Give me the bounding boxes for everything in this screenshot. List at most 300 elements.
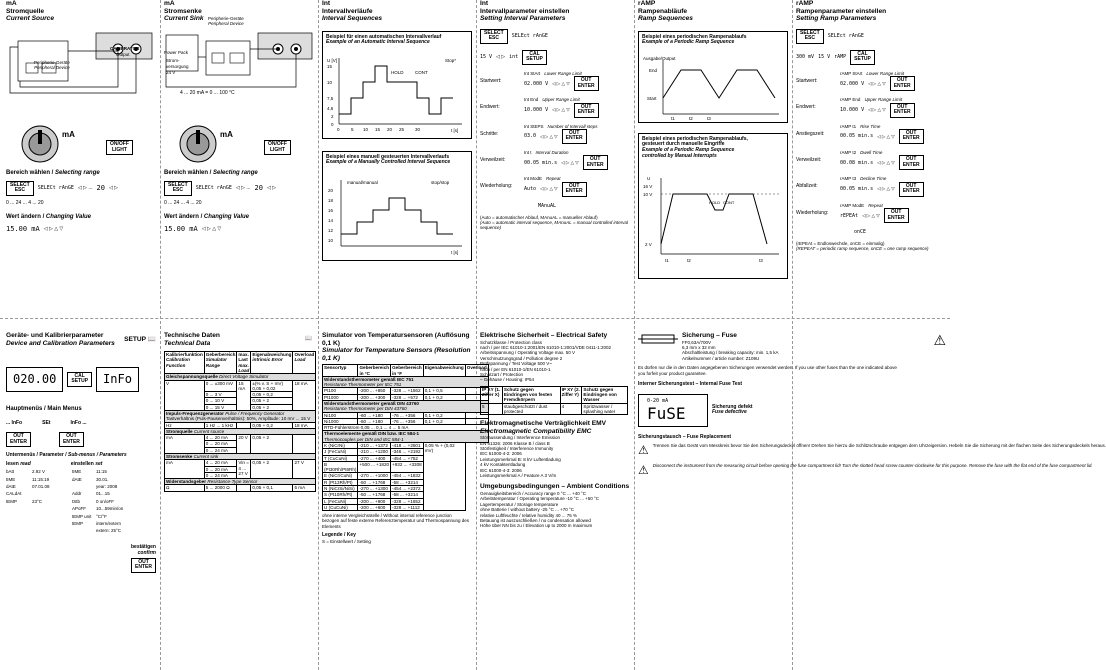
- group-pulse: Impuls-Frequenzgenerator Pulse / Frequency Generator Tastverhältnis (Puls-Pausenverhältnis): 50%, Amplitude: 10 mV ... 15 V: [165, 410, 316, 422]
- ramp-cont-label: CONT: [723, 199, 735, 205]
- manual-interval-title-de: Beispiel eines manuell gesteuerten Intervallverlaufs: [326, 153, 450, 160]
- v300-display: 300 mV: [796, 54, 815, 61]
- power-pack-label: Power Pack: [164, 50, 189, 55]
- v15-display: 15 V: [480, 54, 493, 61]
- ramp-hold-label: HOLD: [709, 199, 721, 205]
- text-line: Abschaltleistung / breaking capacity: min. 1,5 kA: [682, 350, 779, 356]
- col-error: Eigenabweichung intrinsic Error: [251, 352, 293, 374]
- heading-device-params-en: Device and Calibration Parameters: [6, 339, 115, 347]
- device-param-v2: °C/°F: [96, 513, 107, 519]
- device-param-v: 23°C: [32, 498, 43, 504]
- param-label: Startwert:: [796, 77, 818, 84]
- t2-label: t2: [689, 115, 693, 121]
- enter-label: ENTER: [577, 82, 595, 89]
- interval-note-de: (Auto = automatischer Ablauf, MAnuAL = manueller Ablauf): [480, 214, 598, 220]
- ramp-t2-label: t2: [687, 257, 691, 263]
- param-desc: Decline Time: [860, 176, 887, 182]
- group-voltage: Gleichspannungsquelle Direct Voltage Simulator: [165, 374, 316, 380]
- text-line: EN 61326: 2006 Klasse B / class B: [480, 440, 550, 446]
- x-axis-label: t [s]: [451, 127, 459, 133]
- text-line: Genauigkeitsbereich / Accuracy range 0 °C ... +40 °C: [480, 490, 587, 496]
- heading-int: Int: [322, 0, 331, 7]
- arrow-keys-icon[interactable]: ◁ ▷ △ ▽: [868, 80, 886, 86]
- text-line: Lagertemperatur / Storage temperature: [480, 501, 559, 507]
- device-param-k: tEMP: [6, 498, 18, 504]
- param-value-row: [524, 76, 630, 91]
- param-lcd: 10.000 V: [840, 107, 865, 114]
- device-param-k: dAtE: [6, 483, 16, 489]
- param-code: rAMP t1: [840, 123, 857, 129]
- param-row: [796, 124, 946, 144]
- lcd-display-info: InFo: [96, 367, 139, 391]
- device-param-v2: 01...15: [96, 491, 110, 497]
- arrow-keys-icon[interactable]: ◁ ▷ △ ▽: [877, 133, 895, 139]
- enter-label: ENTER: [577, 109, 595, 116]
- arrow-keys-icon[interactable]: ◁ ▷ △ ▽: [877, 160, 895, 166]
- heading-intervallverlaeufe: Intervallverläufe: [322, 7, 373, 15]
- col-function: Kalibrierfunktion Calibration Function: [165, 352, 205, 374]
- out-enter-button[interactable]: [574, 76, 599, 91]
- heading-interval-sequences: Interval Sequences: [322, 15, 383, 23]
- strom-label-2: versorgung: [166, 64, 189, 69]
- text-line: Höhe über NN bis zu / Elevation up to 2000 m maximum: [480, 523, 593, 529]
- table-cell: 0,1 + 0,2: [423, 394, 465, 400]
- group-resistance: Widerstandsgeber Resistance-Type Sensor: [165, 479, 316, 485]
- top-col-ramp-sequences: [638, 0, 788, 318]
- table-cell: -60 ... +180: [358, 418, 391, 424]
- text-line: Artikelnummer / article number: Z109U: [682, 355, 760, 361]
- param-value-row: [524, 129, 630, 144]
- ramp-manual-title-3: Example of a Periodic Ramp Sequence: [642, 147, 735, 154]
- table-cell: -200 ... +300: [358, 394, 391, 400]
- select-esc-button-ramp[interactable]: SELECT ESC: [796, 29, 824, 44]
- text-line: ohne Batterie / without battery -25 °C ... +70 °C: [480, 507, 575, 513]
- heading-fuse: Sicherung – Fuse: [682, 332, 737, 339]
- out-label: OUT: [905, 156, 917, 163]
- auto-interval-title-en: Example of an Automatic Interval Sequence: [326, 39, 430, 46]
- arrow-keys-icon[interactable]: ◁ ▷ △ ▽: [540, 186, 558, 192]
- heading-emv-en: Electromagnetic Compatibility EMC: [480, 427, 592, 435]
- param-desc: Interval Duration: [535, 149, 569, 155]
- out-label: OUT: [589, 156, 601, 163]
- heading-interval-params-en: Setting Interval Parameters: [480, 15, 566, 23]
- text-line: Arbeitstemperatur / Operating temperature -10 °C ... +50 °C: [480, 496, 600, 502]
- param-row: [796, 71, 946, 91]
- ramp-note-de: (rEPEAt = Endloswechsle, onCE = einmalig): [796, 241, 885, 247]
- out-label: OUT: [896, 77, 908, 84]
- emv-lines: [480, 435, 630, 478]
- confirm-label: bestätigen confirm: [130, 543, 156, 556]
- text-line: relative Luftfeuchte / relative humidity 40 ... 75 %: [480, 512, 578, 518]
- device-param-row: [6, 528, 156, 533]
- cal-setup-button[interactable]: CAL SETUP: [522, 50, 547, 65]
- device-param-row: [6, 491, 156, 496]
- device-param-row: [6, 506, 156, 511]
- param-value-row: [524, 182, 630, 197]
- out-enter-button[interactable]: [899, 182, 924, 197]
- heading-tech-data-en: Technical Data: [164, 339, 211, 347]
- param-code: rAMP StArt: [840, 70, 863, 76]
- out-enter-button-confirm[interactable]: OUT ENTER: [131, 558, 156, 573]
- text-line: Prüfspannung / Test Voltage 500 V~: [480, 361, 552, 367]
- arrow-keys-icon[interactable]: ◁ ▷ △ ▽: [868, 107, 886, 113]
- range-value: 20: [96, 184, 105, 193]
- u-label: U: [647, 175, 651, 181]
- table-cell: -50 ... +1768: [358, 492, 391, 498]
- x-tick-2: 10: [363, 126, 369, 132]
- text-line: 4 kV Kontaktentladung: [480, 462, 526, 468]
- change-value-de-sink: Wert ändern /: [164, 213, 203, 220]
- arrow-keys-icon[interactable]: ◁ ▷ △ ▽: [552, 107, 570, 113]
- param-lcd: Auto: [524, 186, 537, 193]
- group-current-sink: Stromsenke Current sink: [165, 453, 316, 459]
- device-param-k2: tIME: [72, 469, 82, 475]
- param-code: rAMP t3: [840, 176, 857, 182]
- arrow-keys-icon-sink[interactable]: ◁ ▷ △ ▽: [201, 225, 222, 232]
- table-cell: -270 ... +1300: [358, 485, 391, 491]
- table-cell: Ni1000: [323, 418, 358, 424]
- enter-label: ENTER: [893, 82, 911, 89]
- ramp-manual-box: [638, 133, 788, 279]
- select-range-en-sink: Selecting range: [213, 170, 258, 176]
- param-code: Int StEPS: [524, 123, 544, 129]
- rotary-ma-label: mA: [62, 130, 75, 139]
- t1-label: t1: [671, 115, 675, 121]
- text-line: FF0,63A/700V: [682, 339, 712, 345]
- table-cell: E (NiCr/CuNi): [323, 473, 358, 479]
- enter-label: ENTER: [902, 188, 920, 195]
- arrow-keys-icon[interactable]: ◁ ▷ △ ▽: [877, 186, 895, 192]
- device-param-list: [6, 469, 156, 534]
- arrow-keys-icon[interactable]: ◁ ▷ △ ▽: [43, 225, 64, 232]
- device-param-row: [6, 469, 156, 474]
- interval-param-list: [480, 71, 630, 197]
- menu-info-left[interactable]: ... InFo: [6, 420, 23, 427]
- value-display-sink: 15.00 mA: [164, 224, 198, 233]
- end-label: End: [649, 67, 658, 73]
- calibrator-label: CALIBRATOR: [110, 46, 140, 51]
- table-cell: -328 ... +1112: [391, 504, 424, 510]
- current-source-diagram: [6, 27, 156, 102]
- book-icon-tech: 📖: [304, 335, 312, 342]
- param-value-row: [840, 76, 946, 91]
- y-tick-2: 7,5: [327, 95, 334, 101]
- peripheral-label-sink: Peripherie-Geräte Peripheral Device: [208, 16, 244, 27]
- interval-note-en: (Auto = automatic interval sequence, MAnuAL = manual controlled interval sequence): [480, 220, 629, 231]
- text-line: Verschmutzungsgrad / Pollution degree 2: [480, 355, 563, 361]
- m-tick-4: 12: [328, 227, 334, 233]
- out-enter-button[interactable]: [562, 182, 587, 197]
- device-param-k: bAtt: [6, 469, 15, 475]
- fuse-defect-en: Fuse defective: [712, 409, 747, 416]
- heading-ma: mA: [6, 0, 17, 7]
- ramp-box: [638, 31, 788, 123]
- param-row: [480, 124, 630, 144]
- out-enter-button[interactable]: [899, 155, 924, 170]
- ramp-title-en: Example of a Periodic Ramp Sequence: [642, 39, 735, 46]
- rotary-switch[interactable]: [20, 124, 60, 164]
- table-cell: -346 ... +2192: [391, 449, 424, 455]
- submenus-en: Sub-menus / Parameters: [67, 452, 127, 459]
- param-code: rAMP End: [840, 97, 861, 103]
- param-value-row: [840, 129, 946, 144]
- enter-label: ENTER: [902, 135, 920, 142]
- m-tick-1: 18: [328, 197, 334, 203]
- m-x-axis-label: t [s]: [451, 249, 459, 255]
- ramp-title-de: Beispiel eines periodischen Rampenablaufs: [642, 33, 747, 40]
- heading-stromquelle: Stromquelle: [6, 7, 45, 15]
- fuse-defect-de: Sicherung defekt: [712, 403, 753, 410]
- out-enter-button[interactable]: [899, 129, 924, 144]
- device-param-k: [6, 521, 32, 526]
- m-tick-3: 14: [328, 217, 334, 223]
- device-param-k2: tEMP: [72, 520, 84, 526]
- lcd-display-main: 020.00: [6, 367, 63, 391]
- heading-fuse-replace: Sicherungstausch – Fuse Replacement: [638, 433, 732, 440]
- out-enter-button-2[interactable]: OUT ENTER: [59, 432, 84, 447]
- param-values: [840, 71, 946, 91]
- manual-label: manual/manual: [347, 179, 378, 185]
- out-label: OUT: [890, 209, 902, 216]
- device-param-v: 11:15:19: [32, 476, 50, 482]
- table-cell: -454 ... +1832: [391, 473, 424, 479]
- ramp-t3-label: t3: [759, 257, 763, 263]
- param-desc: Dwell Time: [860, 149, 883, 155]
- v16-label: 16 V: [643, 183, 653, 189]
- bottom-col-temp-sensors: [322, 332, 487, 666]
- auto-interval-chart: [327, 54, 467, 134]
- table-cell: T (CuCuNi): [323, 455, 358, 461]
- table-cell: -328 ... +1652: [391, 498, 424, 504]
- menu-info-right[interactable]: InFo ...: [70, 420, 87, 427]
- table-cell: 0,05 % + (0,02 mV): [423, 442, 465, 510]
- param-label: Endwert:: [796, 104, 816, 111]
- table-cell: +500 ... +1820: [358, 461, 391, 473]
- param-lcd: 00.05 min.s: [840, 186, 874, 193]
- heading-ramp-sequences: Ramp Sequences: [638, 15, 693, 23]
- device-param-row: [6, 521, 156, 526]
- m-tick-5: 10: [328, 237, 334, 243]
- onoff-light-button-sink[interactable]: ON/OFF LIGHT: [264, 140, 291, 155]
- env-lines: [480, 491, 630, 529]
- m-tick-0: 20: [328, 187, 334, 193]
- param-value-row: [524, 103, 630, 118]
- ramp-t1-label: t1: [665, 257, 669, 263]
- heading-stromsenke: Stromsenke: [164, 7, 202, 15]
- out-label: OUT: [568, 182, 580, 189]
- text-line: Arbeitsspannung / Operating Voltage max. 50 V: [480, 350, 576, 356]
- temp-sensor-table: Sensortyp Geberbereich in °C Geberbereich in °F Eigenabweichung Overload Widerstandsthermometer gemäß IEC 751 Resistance Thermometer per IEC 751 Pt100 -200 ... +850 -328 ... +1562 0,1 + 0,5 Pt1000 -200 ... +300 -328 ... +572 0,1 + 0,2 Widerstandsthermometer gemäß DIN 43760 Resistance Thermometer per DIN 43760 Ni100 -60 ... +180 -76 ... +356 0,1 + 0,2 Ni1000 -60 ... +180 -76 ... +356 0,1 + 0,2 RTD-Fühlerstrom 0,05 ... 0,1 ... 4 ... 5 mA Thermoelemente gemäß DIN bzw. IEC 584-1 Thermocouples per DIN and IEC 584-1 K (NiCrNi) -210 ... +1372 -418 ... +2501 0,05 % + (0,02 mV) J (FeCuNi) -210 ... +1200 -346 ... +2192 T (CuCuNi) -270 ... +400 -454 ... +752 B (Pt30Rh/Pt6Rh) +500 ... +1820 +932 ... +3308 E (NiCr/CuNi) -270 ... +1000 -454 ... +1832 R (Pt13Rh/Pt) -50 ... +1768 -58 ... +3214 N (NiCrSi/NiSi) -270 ... +1300 -454 ... +2372 S (Pt10Rh/Pt) -50 ... +1768 -58 ... +3214 L (FeCuNi) -200 ... +900 -328 ... +1652 U (CuCuNi) -200 ... +600 -328 ... +1112: [324, 365, 487, 510]
- heading-interval-params-de: Intervallparameter einstellen: [480, 7, 570, 15]
- setup-book-label: SETUP 📖: [124, 335, 156, 343]
- param-code: Int t: [524, 149, 532, 155]
- param-value-row: [840, 182, 946, 197]
- arrow-keys-icon[interactable]: ◁ ▷ △ ▽: [561, 160, 579, 166]
- tech-data-table: Kalibrierfunktion Calibration Function Geberbereich Simulator Range max. Last max. Load Eigenabweichung intrinsic Error Overload Load Gleichspannungsquelle Direct Voltage Simulator V 0 ... ±300 mV 15 mA ±(% v. S + mV) 0,05 + 0,02 18 mA 0 ... 3 V 0,05 + 0,2 0 ... 10 V 0,05 + 2 0 ... 15 V 0,05 + 2 Impuls-Frequenzgenerator Pulse / Frequency Generator Tastverhältnis (Puls-Pausenverhältnis): 50%, Amplitude: 10 mV ... 15 V Hz 1 Hz ... 1 kHz 0,05 + 0,2 18 mA Stromquelle Current source mA 4 ... 20 mA 20 V 0,05 + 2 0 ... 20 mA 0 ... 24 mA Stromsenke Current sink mA 4 ... 20 mA Vin = 4 ... 27 V 0,05 + 2 27 V 0 ... 20 mA 0 ... 24 mA Widerstandsgeber Resistance-Type Sensor Ω 5 ... 2000 Ω 0,05 + 0,1 5 mA: [166, 352, 315, 491]
- out-enter-button-1[interactable]: OUT ENTER: [6, 432, 31, 447]
- set-en: set: [95, 461, 103, 468]
- table-cell: Pt1000: [323, 394, 358, 400]
- set-de: einstellen: [70, 461, 94, 468]
- table-cell: K (NiCrNi): [323, 442, 358, 448]
- select-range-display: SELECt rAnGE: [37, 185, 74, 192]
- select-esc-button[interactable]: SELECT ESC: [6, 181, 34, 196]
- range-options-sink: 0 ... 24 ... 4 ... 20: [164, 199, 202, 206]
- select-range-de: Bereich wählen /: [6, 170, 54, 176]
- top-col-ramp-params: [796, 0, 946, 318]
- heading-int-params: Int: [480, 0, 489, 7]
- param-values: [840, 124, 946, 144]
- device-param-k: [6, 514, 32, 519]
- device-param-v: [32, 506, 72, 511]
- table-cell: -418 ... +2501: [391, 442, 424, 448]
- arrow-keys-icon[interactable]: ◁ ▷ △ ▽: [540, 133, 558, 139]
- table-cell: -76 ... +356: [391, 412, 424, 418]
- rotary-ma-label-sink: mA: [220, 130, 233, 139]
- out-label: OUT: [905, 182, 917, 189]
- text-line: Schutzart / Protection: [480, 371, 524, 377]
- param-desc: Number of Intervall steps: [547, 123, 598, 129]
- param-desc: Repeat: [546, 176, 561, 182]
- sink-range-label: 4 ... 20 mA = 0 ... 100 °C: [180, 90, 235, 96]
- param-label: Schritte:: [480, 130, 499, 137]
- volt-24-label: 24 V: [166, 70, 176, 75]
- out-enter-button[interactable]: [890, 103, 915, 118]
- heading-temp-sim-de: Simulator von Temperatursensoren (Auflösung 0,1 K): [322, 332, 470, 347]
- heading-ramp-params: rAMP: [796, 0, 814, 7]
- change-value-de: Wert ändern /: [6, 213, 45, 220]
- out-label: OUT: [580, 77, 592, 84]
- select-esc-button-sink[interactable]: SELECT ESC: [164, 181, 192, 196]
- x-tick-0: 0: [337, 126, 340, 132]
- table-cell: -76 ... +356: [391, 418, 424, 424]
- device-param-row: [6, 484, 156, 489]
- select-range-de-sink: Bereich wählen /: [164, 170, 212, 176]
- group-current-source: Stromquelle Current source: [165, 428, 316, 434]
- onoff-light-button[interactable]: ON/OFF LIGHT: [106, 140, 133, 155]
- x-tick-1: 5: [351, 126, 354, 132]
- table-cell: -328 ... +1562: [391, 388, 424, 394]
- table-cell: -200 ... +600: [358, 504, 391, 510]
- enter-label: ENTER: [902, 161, 920, 168]
- out-enter-button[interactable]: [574, 103, 599, 118]
- range-options: 0 ... 24 ... 4 ... 20: [6, 199, 44, 206]
- heading-current-sink: Current Sink: [164, 15, 204, 23]
- table-cell: -200 ... +850: [358, 388, 391, 394]
- param-row: [480, 176, 630, 196]
- heading-emv-de: Elektromagnetische Verträglichkeit EMV: [480, 420, 607, 428]
- y-tick-0: 15: [327, 63, 333, 69]
- out-enter-button[interactable]: [884, 208, 909, 223]
- out-label: OUT: [568, 129, 580, 136]
- fuse-lcd: 0-20 mA FuSE: [638, 394, 708, 427]
- param-lcd: 00.05 min.s: [524, 159, 558, 166]
- param-lcd: 00.08 min.s: [840, 159, 874, 166]
- t3-label: t3: [707, 115, 711, 121]
- param-values: [840, 150, 946, 170]
- out-label: OUT: [580, 103, 592, 110]
- temp-footnote-2: bezogen auf feste externe Referenztemperatur und Thermospannung des Elements: [322, 518, 470, 529]
- table-cell: 0,1 + 0,2: [423, 412, 465, 418]
- param-label: Startwert:: [480, 77, 502, 84]
- table-cell: -58 ... +3214: [391, 479, 424, 485]
- table-cell: -210 ... +1372: [358, 442, 391, 448]
- ramp-manual-title-1: Beispiel eines periodischen Rampenablaufs,: [642, 135, 748, 142]
- param-desc: Upper Range Limit: [864, 97, 902, 103]
- param-row: [796, 150, 946, 170]
- manual-interval-chart: [327, 176, 467, 256]
- select-range-display-int: SELEct rAnGE: [511, 33, 548, 40]
- table-cell: -270 ... +1000: [358, 473, 391, 479]
- once-lcd: onCE: [854, 229, 867, 236]
- out-enter-button[interactable]: [583, 155, 608, 170]
- device-param-v2: extern: 25°C: [96, 528, 122, 534]
- out-enter-button[interactable]: [890, 76, 915, 91]
- arrow-keys-icon[interactable]: ◁ ▷ △ ▽: [862, 212, 880, 218]
- table-cell: -60 ... +180: [358, 412, 391, 418]
- table-cell: B (Pt30Rh/Pt6Rh): [324, 461, 357, 473]
- cal-setup-button-ramp[interactable]: CAL SETUP: [850, 50, 875, 65]
- device-param-k: [6, 506, 32, 511]
- text-line: nach / per IEC 61010-1:2001/EN 61010-1:2001/VDE 0411-1:2002: [480, 344, 612, 350]
- fuse-icon: [638, 332, 678, 346]
- output-label: Output: [116, 52, 130, 57]
- safety-lines: [480, 340, 630, 383]
- out-enter-button[interactable]: [562, 129, 587, 144]
- table-cell: -58 ... +3214: [391, 492, 424, 498]
- rotary-switch-sink[interactable]: [178, 124, 218, 164]
- fuse-replace-de: Trennen Sie das Gerät vom Messkreis bevor Sie den Sicherungsdeckel öffnen! Drehen Sie hierzu die Schlitzschraube entgegen dem Uhrzeigersinn. Hebeln Sie die Sicherung mit der flachen Seite des Sicherungsdeckels heraus.: [652, 442, 1106, 448]
- table-cell: -454 ... +752: [391, 455, 424, 461]
- main-menus-label: Hauptmenüs / Main Menus: [6, 405, 82, 412]
- heading-temp-sim-en: Simulator for Temperature Sensors (Resolution 0,1 K): [322, 347, 471, 362]
- param-values: [840, 203, 946, 223]
- menu-set[interactable]: SEt: [42, 420, 51, 427]
- device-param-row: [6, 499, 156, 504]
- strom-label-1: Strom-: [166, 58, 180, 63]
- device-param-v: [32, 514, 72, 519]
- device-param-v2: 30.01.: [96, 476, 109, 482]
- top-col-current-source: mA Stromquelle Current Source Peripherie-Geräte Peripheral Device CALIBRATOR Output mA ON/OFF LIGHT Bereich wählen / Selecting range SELECT ESC SELECt rAnGE ◁ ▷ ... 20 ◁ ▷ 0 ... 24 ... 4 ... 20 Wert ändern / Changing Value 15.00 mA ◁ ▷ △ ▽: [6, 0, 156, 318]
- text-line: Störfestigkeit / Interference Immunity: [480, 446, 554, 452]
- heading-rampenablaeufe: Rampenabläufe: [638, 7, 688, 15]
- select-esc-button-int[interactable]: SELECT ESC: [480, 29, 508, 44]
- enter-label: ENTER: [893, 109, 911, 116]
- table-cell: -270 ... +400: [358, 455, 391, 461]
- table-cell: -210 ... +1200: [358, 449, 391, 455]
- stop-stop-label: stop/stop: [431, 179, 450, 185]
- cal-setup-button-device[interactable]: CAL SETUP: [67, 372, 92, 387]
- param-row: [796, 176, 946, 196]
- text-line: Leistungsmerkmal B: 8 kV Luftentladung: [480, 456, 561, 462]
- enter-label: ENTER: [565, 135, 583, 142]
- ramp-manual-title-2: gesteuert durch manuelle Eingriffe: [642, 141, 725, 148]
- bottom-col-safety: [480, 332, 630, 666]
- bottom-col-tech-data: [164, 332, 315, 666]
- table-cell: -328 ... +572: [391, 394, 424, 400]
- fuse-replace-en: Disconnect the instrument from the measuring circuit before opening the fuse compartment lid! Turn the slotted head screw counter-clockwise for this purpose. Remove the fuse with the flat end of the fuse compartment lid.: [652, 463, 1093, 468]
- device-param-k: CALdAt: [6, 491, 22, 497]
- select-range-display-ramp: SELEct rAnGE: [827, 33, 864, 40]
- heading-device-params-de: Geräte- und Kalibrierparameter: [6, 332, 104, 339]
- param-value-row: [524, 155, 630, 170]
- legend-title: Legende / Key: [322, 532, 356, 539]
- x-tick-5: 25: [399, 126, 405, 132]
- device-param-k: [6, 528, 32, 533]
- param-code: Int End: [524, 97, 539, 103]
- col-load: max. Last max. Load: [238, 352, 250, 373]
- arrow-keys-icon[interactable]: ◁ ▷ △ ▽: [552, 80, 570, 86]
